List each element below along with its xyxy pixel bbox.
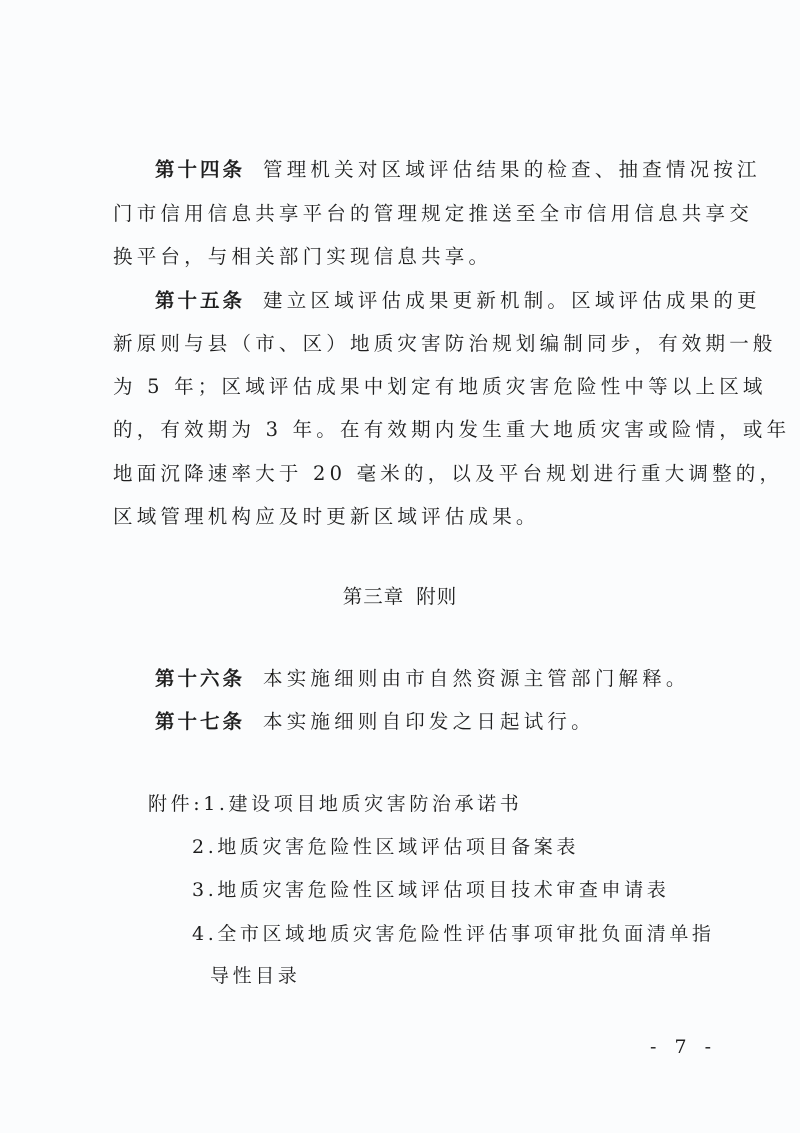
article-15-title: 第十五条 <box>155 289 246 312</box>
article-16 <box>155 665 690 693</box>
attachment-item-2: 2.地质灾害危险性区域评估项目备案表 <box>192 836 579 858</box>
chapter-number: 第三章 <box>342 585 405 608</box>
article-14-line-1 <box>155 156 761 184</box>
article-14-line-2: 门市信用信息共享平台的管理规定推送至全市信用信息共享交 <box>113 202 753 225</box>
article-15-line-5: 地面沉降速率大于 20 毫米的，以及平台规划进行重大调整的， <box>113 462 784 485</box>
attachment-item-1: 附件:1.建设项目地质灾害防治承诺书 <box>148 793 523 815</box>
attachments-label: 附件: <box>148 793 204 815</box>
article-17-text: 本实施细则自印发之日起试行。 <box>263 710 595 733</box>
article-15-line-6: 区域管理机构应及时更新区域评估成果。 <box>113 505 540 528</box>
chapter-name: 附则 <box>416 585 458 608</box>
attachment-item-4-continuation: 导性目录 <box>210 965 301 987</box>
article-14-line-3: 换平台，与相关部门实现信息共享。 <box>113 245 493 268</box>
article-15-line-2: 新原则与县（市、区）地质灾害防治规划编制同步，有效期一般 <box>113 332 777 355</box>
article-14-text-1: 管理机关对区域评估结果的检查、抽查情况按江 <box>263 158 761 181</box>
article-17-title: 第十七条 <box>155 710 246 733</box>
article-16-text: 本实施细则由市自然资源主管部门解释。 <box>263 667 690 690</box>
article-16-title: 第十六条 <box>155 667 246 690</box>
article-17 <box>155 708 595 736</box>
attachment-item-3: 3.地质灾害危险性区域评估项目技术审查申请表 <box>192 879 670 901</box>
article-15-line-1 <box>155 287 761 315</box>
article-15-text-1: 建立区域评估成果更新机制。区域评估成果的更 <box>263 289 761 312</box>
chapter-heading <box>0 581 800 609</box>
page-number: - 7 - <box>650 1036 718 1058</box>
article-15-line-4: 的，有效期为 3 年。在有效期内发生重大地质灾害或险情，或年 <box>113 418 791 441</box>
article-15-line-3: 为 5 年；区域评估成果中划定有地质灾害危险性中等以上区域 <box>113 375 767 398</box>
article-14-title: 第十四条 <box>155 158 246 181</box>
attachment-item-4: 4.全市区域地质灾害危险性评估事项审批负面清单指 <box>192 923 715 945</box>
